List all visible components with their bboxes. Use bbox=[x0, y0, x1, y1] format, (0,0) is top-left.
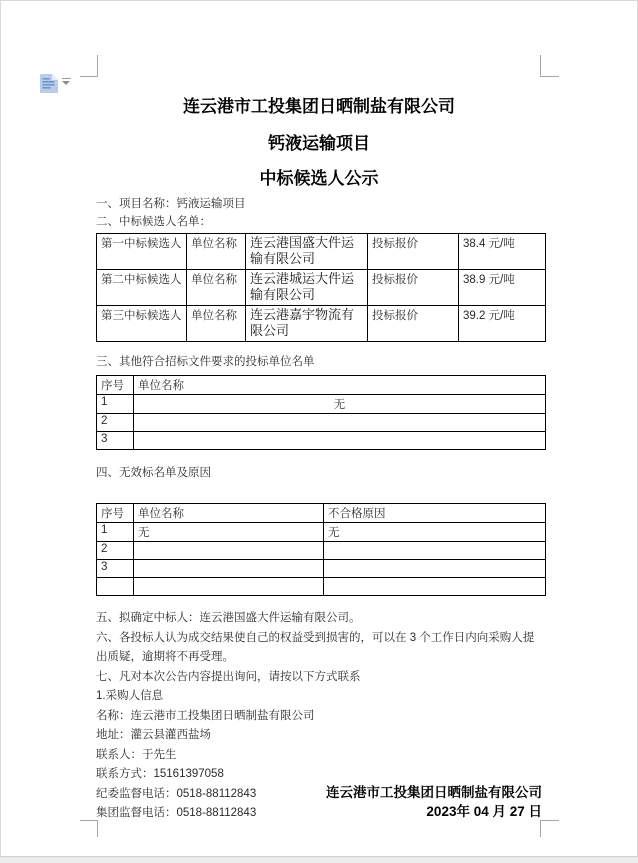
discipline-supervision-phone: 纪委监督电话：0518-88112843 bbox=[96, 787, 257, 800]
doc-title-project: 钙液运输项目 bbox=[268, 134, 370, 153]
unit-name-cell: 连云港国盛大件运输有限公司 bbox=[246, 234, 368, 270]
rank-cell: 第二中标候选人 bbox=[97, 270, 187, 306]
table-row bbox=[97, 560, 546, 578]
section-2-candidate-list-heading: 二、中标候选人名单： bbox=[96, 216, 211, 228]
no-cell: 2 bbox=[97, 542, 134, 560]
purchaser-info-heading: 1.采购人信息 bbox=[96, 690, 164, 702]
table-row bbox=[97, 578, 546, 596]
price-label-cell: 投标报价 bbox=[368, 270, 459, 306]
table-row bbox=[97, 542, 546, 560]
margin-crop-mark-top-right bbox=[540, 55, 559, 77]
rank-cell: 第一中标候选人 bbox=[97, 234, 187, 270]
paste-options-icon[interactable] bbox=[39, 73, 59, 94]
unit-cell bbox=[134, 432, 546, 450]
no-cell bbox=[97, 578, 134, 596]
reason-cell bbox=[324, 560, 546, 578]
unit-cell bbox=[134, 542, 324, 560]
table-row bbox=[97, 414, 546, 432]
reason-cell: 无 bbox=[324, 523, 546, 542]
group-supervision-phone: 集团监督电话：0518-88112843 bbox=[96, 807, 257, 819]
unit-cell bbox=[134, 578, 324, 596]
section-7-contact-note: 七、凡对本次公告内容提出询问，请按以下方式联系 bbox=[96, 670, 361, 683]
table-row bbox=[97, 234, 546, 270]
margin-crop-mark-bottom-right bbox=[540, 820, 559, 837]
margin-crop-mark-top-left bbox=[80, 55, 98, 77]
doc-title-announcement: 中标候选人公示 bbox=[259, 169, 379, 188]
unit-name-cell: 连云港城运大件运输有限公司 bbox=[246, 270, 368, 306]
col-header-unit: 单位名称 bbox=[134, 504, 324, 523]
no-cell: 3 bbox=[97, 432, 134, 450]
price-label-cell: 投标报价 bbox=[368, 306, 459, 342]
table-row bbox=[97, 523, 546, 542]
reason-cell bbox=[324, 578, 546, 596]
reason-cell bbox=[324, 542, 546, 560]
doc-title-company: 连云港市工投集团日晒制盐有限公司 bbox=[183, 97, 455, 116]
dropdown-bar bbox=[62, 78, 71, 79]
unit-name-cell: 连云港嘉宇物流有限公司 bbox=[246, 306, 368, 342]
table-row bbox=[97, 270, 546, 306]
unit-label-cell: 单位名称 bbox=[187, 306, 246, 342]
price-cell: 38.4 元/吨 bbox=[459, 234, 546, 270]
table-row bbox=[97, 306, 546, 342]
no-cell: 2 bbox=[97, 414, 134, 432]
purchaser-address: 地址：灌云县灌西盐场 bbox=[96, 729, 211, 741]
candidates-table bbox=[96, 233, 546, 342]
signature-company: 连云港市工投集团日晒制盐有限公司 bbox=[326, 785, 542, 800]
col-header-no: 序号 bbox=[97, 376, 134, 395]
section-4-invalid-bids-heading: 四、无效标名单及原因 bbox=[96, 467, 211, 479]
table-header-row bbox=[97, 504, 546, 523]
unit-cell: 无 bbox=[134, 523, 324, 542]
unit-cell bbox=[134, 560, 324, 578]
signature-date: 2023年 04 月 27 日 bbox=[426, 804, 542, 819]
price-cell: 39.2 元/吨 bbox=[459, 306, 546, 342]
col-header-reason: 不合格原因 bbox=[324, 504, 546, 523]
table-row bbox=[97, 395, 546, 414]
rank-cell: 第三中标候选人 bbox=[97, 306, 187, 342]
invalid-bids-table bbox=[96, 503, 546, 596]
section-6-objection-rule: 六、各投标人认为成交结果使自己的权益受到损害的，可以在 3 个工作日内向采购人提出质疑，逾期将不再受理。 bbox=[96, 631, 535, 663]
document-icon bbox=[39, 73, 59, 94]
unit-cell: 无 bbox=[134, 395, 546, 414]
section-3-other-bidders-heading: 三、其他符合招标文件要求的投标单位名单 bbox=[96, 356, 315, 368]
signature-block bbox=[326, 783, 542, 821]
document-body bbox=[96, 94, 542, 824]
paste-options-dropdown-icon[interactable] bbox=[62, 78, 72, 87]
other-bidders-table bbox=[96, 375, 546, 450]
section-1-project-name: 一、项目名称：钙液运输项目 bbox=[96, 198, 246, 210]
col-header-no: 序号 bbox=[97, 504, 134, 523]
price-label-cell: 投标报价 bbox=[368, 234, 459, 270]
chevron-down-icon bbox=[62, 81, 70, 85]
price-cell: 38.9 元/吨 bbox=[459, 270, 546, 306]
no-cell: 1 bbox=[97, 395, 134, 414]
table-row bbox=[97, 432, 546, 450]
col-header-unit: 单位名称 bbox=[134, 376, 546, 395]
purchaser-phone: 联系方式：15161397058 bbox=[96, 768, 224, 780]
no-cell: 3 bbox=[97, 560, 134, 578]
unit-label-cell: 单位名称 bbox=[187, 234, 246, 270]
unit-label-cell: 单位名称 bbox=[187, 270, 246, 306]
purchaser-name: 名称：连云港市工投集团日晒制盐有限公司 bbox=[96, 709, 315, 722]
purchaser-contact-person: 联系人：于先生 bbox=[96, 748, 177, 761]
bottom-scroll-edge bbox=[0, 856, 638, 863]
unit-cell bbox=[134, 414, 546, 432]
no-cell: 1 bbox=[97, 523, 134, 542]
section-5-winner: 五、拟确定中标人：连云港国盛大件运输有限公司。 bbox=[96, 612, 361, 624]
table-header-row bbox=[97, 376, 546, 395]
